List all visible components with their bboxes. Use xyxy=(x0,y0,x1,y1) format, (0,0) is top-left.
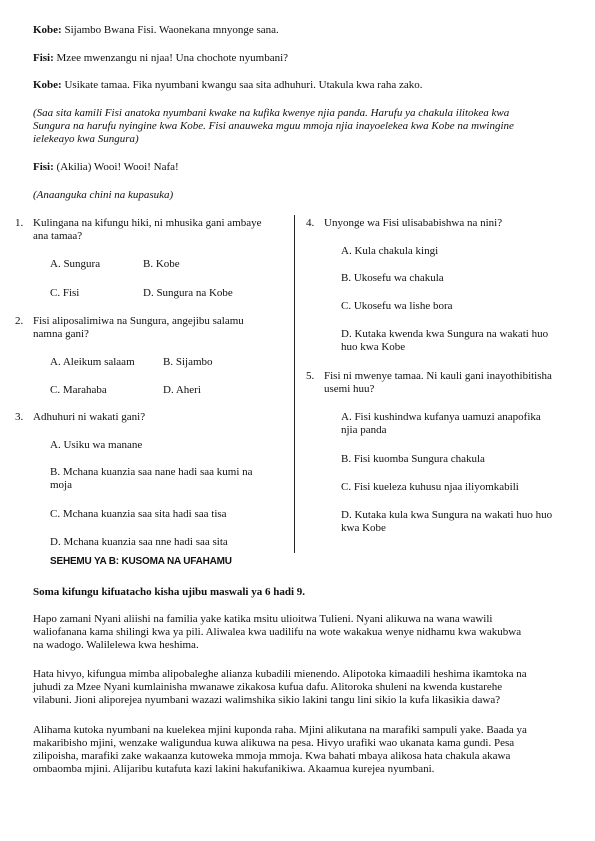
dialogue-line xyxy=(33,52,563,65)
speaker-name: Kobe: xyxy=(33,24,62,36)
instruction: Soma kifungu kifuatacho kisha ujibu maswali ya 6 hadi 9. xyxy=(33,586,306,598)
option[interactable]: C. Ukosefu wa lishe bora xyxy=(341,300,453,312)
dialogue-text: Sijambo Bwana Fisi. Waonekana mnyonge sana. xyxy=(61,24,279,36)
paragraph: Alihama kutoka nyumbani na kuelekea mjini kuponda raha. Mjini alikutana na marafiki sampuli yake. Baada ya makaribisho mjini, wenzake waligundua kuwa alikuwa na pesa. Hivyo urafiki wao ukanata kama gundi. Pesa zilipoisha, marafiki zake wakaanza kutoweka mmoja mmoja. Kwa bahati mbaya alikosa hata chakula akawa ombaomba mjini. Alijaribu kutafuta kazi lakini hakufanikiwa. Akaamua kurejea nyumbani. xyxy=(33,724,527,775)
option[interactable]: B. Mchana kuanzia saa nane hadi saa kumi na moja xyxy=(50,466,253,491)
speaker-name: Kobe: xyxy=(33,79,62,91)
paragraph: Hapo zamani Nyani aliishi na familia yake katika msitu ulioitwa Tulieni. Nyani alikuwa na wana wawili waliofanana kama shilingi kwa ya pili. Aliwalea kwa uadilifu na wote wakakua wenye nidhamu kwa wakubwa na wadogo. Walilelewa kwa heshima. xyxy=(33,613,522,651)
paragraph: Hata hivyo, kifungua mimba alipobaleghe alianza kubadili mienendo. Alipotoka kimaadili heshima ikamtoka na juhudi za Mzee Nyani kumlainisha mwanawe zikakosa kufua dafu. Alitoroka shuleni na kwenda kustarehe vilabuni. Jioni aliporejea nyumbani wazazi walimshika sikio lakini tangu lini sikio la kufa likasikia dawa? xyxy=(33,668,527,706)
option[interactable]: D. Kutaka kwenda kwa Sungura na wakati huo huo kwa Kobe xyxy=(341,328,549,353)
option[interactable]: C. Mchana kuanzia saa sita hadi saa tisa xyxy=(50,508,227,520)
option[interactable]: D. Kutaka kula kwa Sungura na wakati huo huo kwa Kobe xyxy=(341,509,553,534)
option[interactable]: A. Usiku wa manane xyxy=(50,439,143,451)
option[interactable]: C. Fisi xyxy=(50,287,80,299)
stage-direction: (Saa sita kamili Fisi anatoka nyumbani kwake na kufika kwenye njia panda. Harufu ya chakula ilitokea kwa Sungura na harufu nyingine kwa Kobe. Fisi anauweka mguu mmoja njia inayoelekea kwa Kobe na mwingine ielekeayo kwa Sungura) xyxy=(33,107,514,145)
section-heading: SEHEMU YA B: KUSOMA NA UFAHAMU xyxy=(50,556,232,567)
stage-direction: (Anaanguka chini na kupasuka) xyxy=(33,189,174,201)
speaker-name: Fisi: xyxy=(33,161,54,173)
option[interactable]: D. Sungura na Kobe xyxy=(143,287,233,299)
dialogue-line xyxy=(33,161,563,174)
dialogue-text: Usikate tamaa. Fika nyumbani kwangu saa sita adhuhuri. Utakula kwa raha zako. xyxy=(61,79,423,91)
option[interactable]: C. Fisi kueleza kuhusu njaa iliyomkabili xyxy=(341,481,519,493)
speaker-name: Fisi: xyxy=(33,52,54,64)
option[interactable]: A. Aleikum salaam xyxy=(50,356,135,368)
dialogue-line xyxy=(33,79,563,92)
dialogue-text: (Akilia) Wooi! Wooi! Nafa! xyxy=(53,161,179,173)
option[interactable]: B. Ukosefu wa chakula xyxy=(341,272,444,284)
option[interactable]: A. Fisi kushindwa kufanya uamuzi anapofika njia panda xyxy=(341,411,541,436)
column-divider xyxy=(294,215,295,553)
option[interactable]: A. Kula chakula kingi xyxy=(341,245,439,257)
option[interactable]: B. Kobe xyxy=(143,258,180,270)
dialogue-line xyxy=(33,24,563,37)
option[interactable]: D. Mchana kuanzia saa nne hadi saa sita xyxy=(50,536,228,548)
option[interactable]: B. Sijambo xyxy=(163,356,213,368)
option[interactable]: A. Sungura xyxy=(50,258,101,270)
option[interactable]: D. Aheri xyxy=(163,384,201,396)
option[interactable]: B. Fisi kuomba Sungura chakula xyxy=(341,453,485,465)
dialogue-text: Mzee mwenzangu ni njaa! Una chochote nyumbani? xyxy=(53,52,289,64)
option[interactable]: C. Marahaba xyxy=(50,384,107,396)
